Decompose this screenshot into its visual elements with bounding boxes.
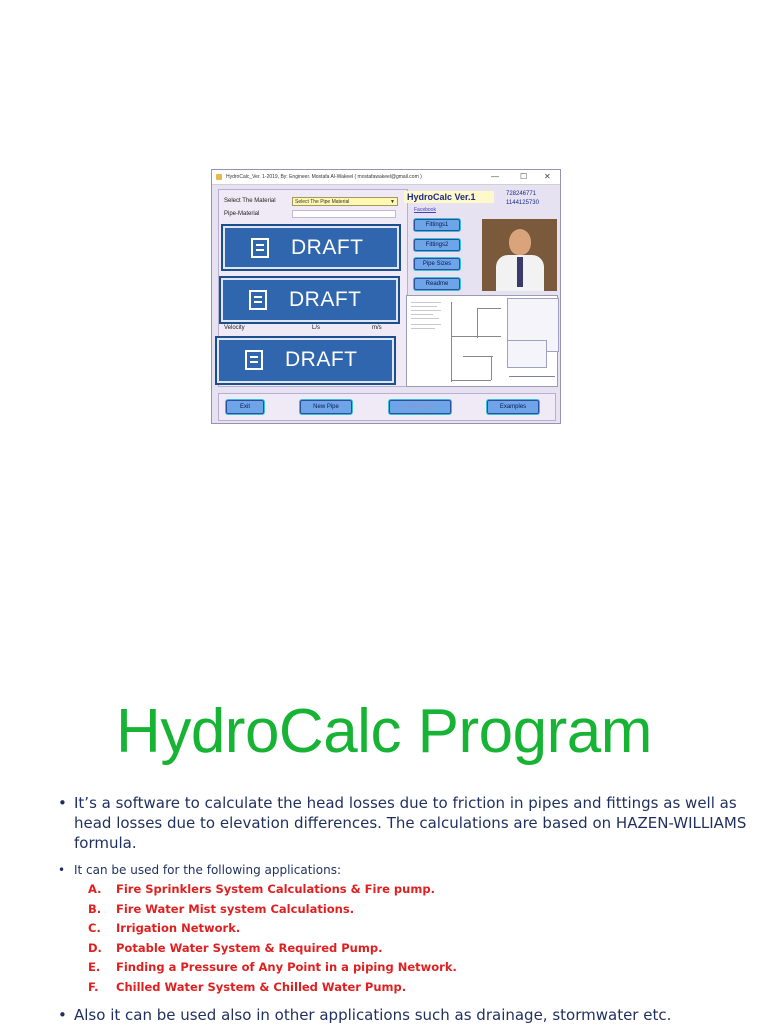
list-item — [88, 921, 728, 941]
fittings2-button[interactable]: Fittings2 — [414, 239, 460, 251]
draft-icon — [245, 350, 263, 370]
list-text: Fire Sprinklers System Calculations & Fire pump. — [116, 882, 435, 896]
list-text: Finding a Pressure of Any Point in a piping Network. — [116, 960, 457, 975]
bullet-icon: • — [58, 863, 66, 877]
exit-button[interactable]: Exit — [226, 400, 264, 414]
draft-icon — [251, 238, 269, 258]
bullet-description — [58, 793, 748, 853]
list-item — [88, 980, 728, 1000]
draft-text: DRAFT — [289, 288, 362, 311]
phone-number: 728246771 — [506, 191, 537, 197]
list-text: Chilled Water System & Chilled Water Pump. — [116, 979, 407, 994]
page-title: HydroCalc Program — [116, 697, 652, 766]
fittings1-button[interactable]: Fittings1 — [414, 219, 460, 231]
examples-button[interactable]: Examples — [487, 400, 539, 414]
unit-ls: L/s — [312, 325, 321, 331]
app-title-label: HydroCalc Ver.1 — [404, 191, 494, 203]
list-item — [88, 960, 728, 980]
list-text: Fire Water Mist system Calculations. — [116, 901, 355, 916]
list-letter: F. — [88, 979, 99, 994]
list-letter: B. — [88, 901, 102, 916]
draft-stamp — [219, 276, 400, 324]
maximize-icon[interactable]: ☐ — [520, 172, 528, 181]
pipe-sizes-button[interactable]: Pipe Sizes — [414, 258, 460, 270]
draft-stamp — [221, 224, 401, 271]
window-titlebar — [212, 170, 560, 185]
chevron-down-icon: ▼ — [390, 199, 395, 205]
bullet-other-uses — [58, 1005, 748, 1025]
list-text: Irrigation Network. — [116, 921, 241, 936]
velocity-label: Velocity — [224, 325, 245, 331]
select-material-label: Select The Material — [224, 198, 276, 204]
minimize-icon[interactable]: — — [491, 172, 499, 181]
list-letter: A. — [88, 882, 102, 896]
bullet-text: Also it can be used also in other applications such as drainage, stormwater etc. — [74, 1006, 672, 1024]
pipe-material-field[interactable] — [292, 210, 396, 218]
bullet-text: It can be used for the following applications: — [74, 863, 341, 877]
pipe-material-label: Pipe-Material — [224, 211, 260, 217]
list-item — [88, 941, 728, 961]
list-item — [88, 902, 728, 922]
bullet-applications — [58, 861, 748, 879]
bullet-icon: • — [58, 1006, 67, 1024]
window-title: HydroCalc_Ver. 1-2019, By: Engineer. Mostafa Al-Wakeel ( mostafawakeel@gmail.com ) — [226, 174, 422, 180]
bullet-icon: • — [58, 794, 67, 812]
draft-icon — [249, 290, 267, 310]
list-letter: E. — [88, 960, 101, 975]
list-letter: C. — [88, 921, 101, 936]
facebook-link[interactable]: Facebook — [414, 207, 436, 213]
bullet-text: It’s a software to calculate the head losses due to friction in pipes and fittings as well as head losses due to elevation differences. The calculations are based on HAZEN-WILLIAMS formula. — [74, 794, 747, 852]
close-icon[interactable]: ✕ — [544, 172, 551, 181]
draft-text: DRAFT — [285, 348, 358, 371]
phone-number: 1144125730 — [506, 200, 539, 206]
list-item — [88, 882, 728, 902]
author-photo — [482, 219, 557, 291]
material-select-value: Select The Pipe Material — [295, 199, 350, 205]
unit-ms: m/s — [372, 325, 382, 331]
app-icon — [216, 174, 222, 180]
new-pipe-button[interactable]: New Pipe — [300, 400, 352, 414]
readme-button[interactable]: Readme — [414, 278, 460, 290]
list-text: Potable Water System & Required Pump. — [116, 940, 383, 955]
material-select[interactable] — [292, 197, 398, 206]
draft-stamp — [215, 336, 396, 385]
print-report-button[interactable]: Print Report — [389, 400, 451, 414]
applications-list — [88, 882, 728, 1000]
list-letter: D. — [88, 940, 102, 955]
pipe-diagram-image — [406, 295, 558, 387]
draft-text: DRAFT — [291, 236, 364, 259]
